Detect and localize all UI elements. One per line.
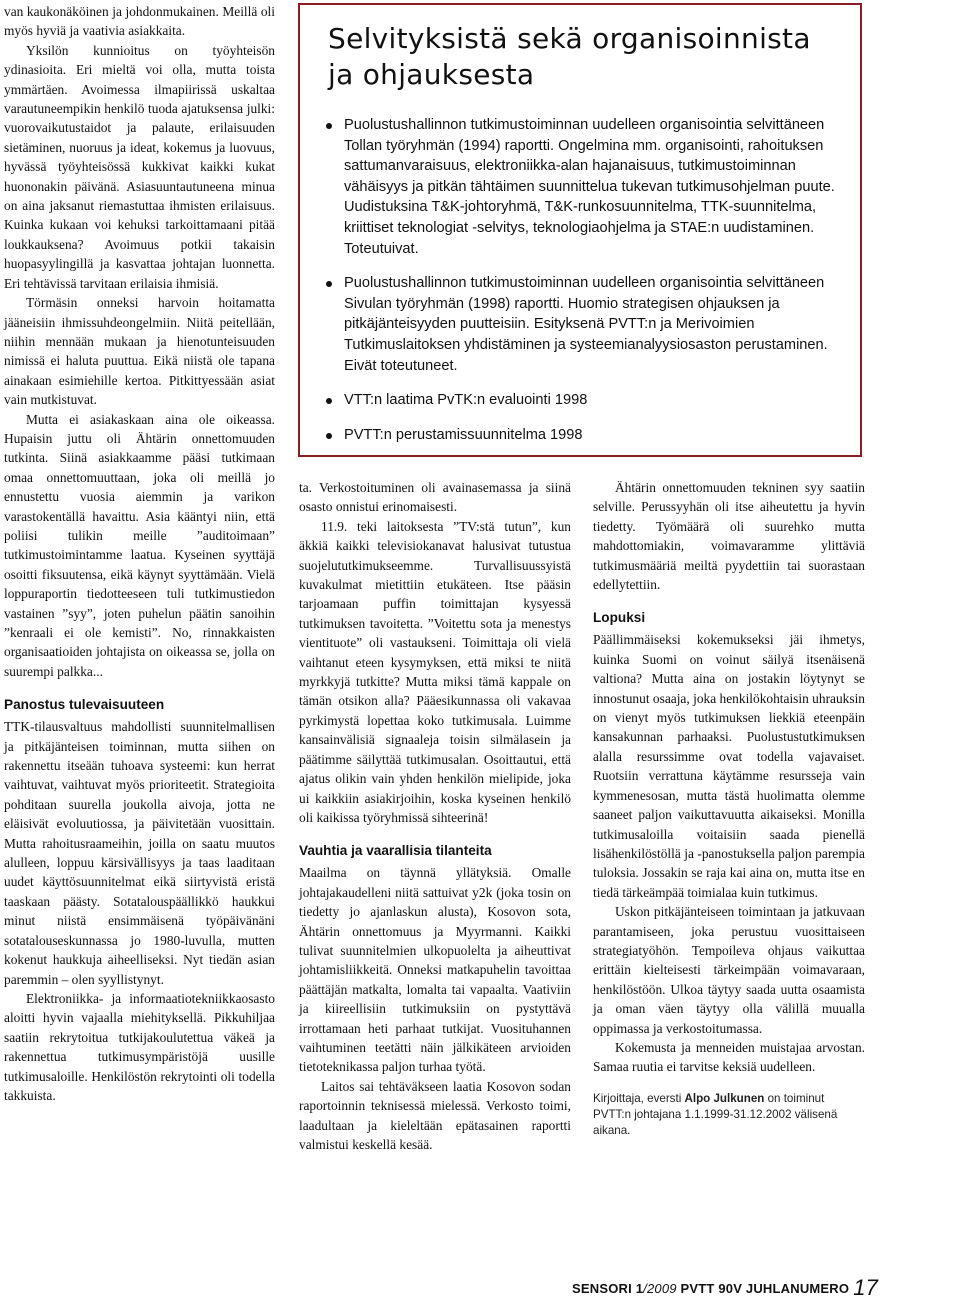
paragraph: Törmäsin onneksi harvoin hoitamatta jääneisiin ihmissuhdeongelmiin. Niitä peitellään, niihin mennään mukaan ja hienotunteisuuden nimissä ei haluta puuttua. Eikä niistä ole tapana ainakaan esimiehille kertoa. Pitkittyessään asiat vain mutkistuvat.: [4, 295, 275, 408]
magazine-name: SENSORI 1: [572, 1281, 644, 1296]
info-box-list: [326, 115, 838, 445]
paragraph: Päällimmäiseksi kokemukseksi jäi ihmetys, kuinka Suomi on voinut säilyä itsenäisenä valtiona? Mutta aina on jostakin löytynyt se innostunut osaaja, joka henkilökohtaisin uhrauksin on vienyt myös tutkimuksen liekkiä eteenpäin kansakunnan parhaaksi. Puolustustutkimuksen alalla resurssimme ovat todella vajavaiset. Ruotsiin verrattuna käytämme resursseja vain kymmenesosan, mutta tästä huolimatta olemme saaneet paljon vaikuttavuutta aikaiseksi. Monilla tutkimusaloilla voitaisiin saada pienellä lisähenkilöstöllä ja -panostuksella paljon parempia tuloksia. Jossakin se raja kai aina on, mutta itse en tiedä tärkeämpää toimialaa kuin tutkimus.: [593, 632, 865, 900]
paragraph: Maailma on täynnä yllätyksiä. Omalle johtajakaudelleni niitä sattuivat y2k (joka tosin on tiedetty jo ajanlaskun alusta), Kosovon sota, Ähtärin onnettomuus ja Myyrmanni. Kaikki tulivat suunnitelmien ulkopuolelta ja aiheuttivat johtamisliikkeitä. Onneksi matkapuhelin tavoittaa päättäjän matkalta, lomalta tai vapaalta. Vaativiin ja kiireellisiin tutkimuksiin on pystyttävä irrottamaan heti parhaat tutkijat. Vuosituhannen vaihtuminen teetätti näin jälkikäteen arvioiden tietoteknikassa paljon turhaa työtä.: [299, 865, 571, 1075]
left-column: [4, 2, 275, 1105]
issue-title: PVTT 90V JUHLANUMERO: [676, 1281, 850, 1296]
paragraph: Laitos sai tehtäväkseen laatia Kosovon sodan raportoinnin teknisessä mielessä. Verkosto toimi, laadultaan ja kieleltään epätasainen raportti valmistui keskellä kesää.: [299, 1078, 571, 1152]
paragraph: Yksilön kunnioitus on työyhteisön ydinasioita. Eri mieltä voi olla, mutta toista ymmärtäen. Avoimessa ilmapiirissä uskaltaa varautuneempikin henkilö tuoda ajatuksensa julki: vuorovaikutustaidot ja palaute, erilaisuuden sietäminen, nuoruus ja ideat, kokemus ja luovuus, hyvässä työyhteisössä kukkivat kaikki kukat huononakin päivänä. Asiasuuntautuneena minua on aina jaksanut riemastuttaa ihmisten erilaisuus. Kuinka kukaan voi kehuksi tarkoittamaani pitää loukkauksena? Avoimuus potkii takaisin huopasyylingillä ja kasvattaa johtajan luonnetta. Eri tehtävissä tarvitaan erilaisia ihmisiä.: [4, 42, 275, 291]
bullet-icon: [326, 281, 332, 287]
byline-suffix: on toiminut PVTT:n johtajana 1.1.1999-31.12.2002 välisenä aikana.: [593, 1091, 838, 1137]
page-number: 17: [853, 1275, 879, 1300]
info-box: [298, 3, 862, 457]
paragraph: Kokemusta ja menneiden muistajaa arvostan. Samaa ruutia ei tarvitse keksiä uudelleen.: [593, 1039, 865, 1075]
author-byline: [593, 1091, 865, 1139]
list-item: [326, 390, 838, 411]
right-column: [593, 478, 865, 1139]
list-item: [326, 273, 838, 376]
paragraph: Elektroniikka- ja informaatiotekniikkaosasto aloitti hyvin vajaalla miehityksellä. Pikkuhiljaa saatiin rekrytoitua tutkijakoulutettua väkeä ja rakennettua tutkimusympäristöjä uusille tutkimusaloille. Henkilöstön rekrytointi oli todella takkuista.: [4, 990, 275, 1103]
info-box-title: Selvityksistä sekä organisoinnista ja ohjauksesta: [328, 22, 811, 91]
paragraph: 11.9. teki laitoksesta ”TV:stä tutun”, kun äkkiä kaikki televisiokanavat halusivat tutustua suojelututkimukseemme. Turvallisuussyistä kuvakulmat mietittiin etukäteen. Itse pääsin tarjoamaan puffin toimittajan kysyessä tutkimuksen tavoitetta. ”Voitettu sota ja menestys vientituote” oli vastaukseni. Toimittaja oli vielä vaihtanut eteen kysymyksen, että miksi te niitä myrkkyjä tutkitte? Mutta miksi tämä kappale on tämän otsikon alla? Pääesikunnassa oli vakavaa pyrkimystä lopettaa koko tutkimusala. Luimme kansainvälisiä signaaleja toisin silmälasein ja päätimme säilyttää tutkimusalan. Osoittautui, että ajatus olikin vain yhden henkilön mielipide, joka ui kaikkiin asiakirjoihin, koska kyseinen henkilö oli kaikissa työryhmissä sihteerinä!: [299, 518, 571, 825]
paragraph: Uskon pitkäjänteiseen toimintaan ja jatkuvaan parantamiseen, joka perustuu vuosittaiseen strategiatyöhön. Tempoileva ohjaus vaikuttaa erittäin kielteisesti tärkeimpään voimavaraan, henkilöstöön. Ulkoa täytyy saada uutta osaamista ja oman väen täytyy olla välillä muualla oppimassa ja verkostoitumassa.: [593, 904, 865, 1036]
page-footer: [572, 1273, 879, 1300]
byline-author: Alpo Julkunen: [684, 1091, 765, 1105]
middle-column: [299, 478, 571, 1154]
bullet-icon: [326, 398, 332, 404]
section-heading: Vauhtia ja vaarallisia tilanteita: [299, 843, 492, 859]
paragraph: van kaukonäköinen ja johdonmukainen. Meillä oli myös hyviä ja vaativia asiakkaita.: [4, 4, 275, 39]
paragraph: ta. Verkostoituminen oli avainasemassa ja siinä osasto onnistui erinomaisesti.: [299, 480, 571, 515]
section-heading: Lopuksi: [593, 610, 646, 626]
paragraph: Mutta ei asiakaskaan aina ole oikeassa. Hupaisin juttu oli Ähtärin onnettomuuden tutkinta. Siinä asiakkaamme pääsi tutkimaan omaa onnettomuuttaan, joka oli meillä jo ennustettu vuosia aiemmin ja varikon varastokentällä havaittu. Asia kääntyi niin, että poliisi tulikin meille ”auditoimaan” tutkimustoimintamme laatua. Kyseinen syyttäjä osoitti fiksuutensa, eikä käynyt syyttämään. Vielä loppuraportin tiedotteeseen tuli tutkimustiedon vastainen ”syy”, joten puhelun päätin sanoihin ”kenraali ei ole kemisti”. No, rinnakkaisten organisaatioiden johtajista on oikeassa se, jolla on suurempi palkka...: [4, 411, 275, 679]
paragraph: TTK-tilausvaltuus mahdollisti suunnitelmallisen ja pitkäjänteisen toiminnan, mutta siihen on rakennettu itseään tuhoava systeemi: kun herrat vaihtuvat, vaihtuvat myös prioriteetit. Strategioita pohditaan suurella joukolla aivoja, jotta ne eläisivät evoluutiossa, ja päivitetään vuosittain. Mutta rahoitusraameihin, joilla on saatu muutos alulleen, loppuu kärsivällisyys ja taas laaditaan uudet käyttösuunnitelmat eikä siirtyvistä eristä taaskaan päästy. Sotatalouspäällikkö haukkui minut niistä ensimmäisenä työpäivänäni sotatalouseskunnassa jo 1980-luvulla, mutten kokenut haukkuja aiheelliseksi. Nyt tiedän asian paremmin – olen syyllistynyt.: [4, 719, 275, 987]
bullet-icon: [326, 123, 332, 129]
bullet-icon: [326, 433, 332, 439]
list-item-text: Puolustushallinnon tutkimustoiminnan uudelleen organisointia selvittäneen Tollan työryhmän (1994) raportti. Ongelmina mm. organisointi, rahoituksen sattumanvaraisuus, elektroniikka-alan hajanaisuus, tutkimustoiminnan vähäisyys ja pitkän tähtäimen suunnittelua tukevan tutkimusohjelman puute. Uudistuksina T&K-johtoryhmä, T&K-runkosuunnitelma, TTK-suunnitelma, kriittiset teknologiat -selvitys, teknologiaohjelma ja STAE:n uudistaminen. Toteutuivat.: [344, 117, 835, 257]
list-item-text: Puolustushallinnon tutkimustoiminnan uudelleen organisointia selvittäneen Sivulan työryhmän (1998) raportti. Huomio strategisen ohjauksen ja pitkäjänteisyyden puutteisiin. Esityksenä PVTT:n ja Merivoimien Tutkimuslaitoksen yhdistäminen ja systeemianalyysiosaston perustaminen. Eivät toteutuneet.: [344, 275, 828, 374]
issue-year: /2009: [643, 1281, 677, 1296]
paragraph: Ähtärin onnettomuuden tekninen syy saatiin selville. Perussyyhän oli itse aiheutettu ja hyvin tiedetty. Työmäärä oli suurehko mutta mahdottomiakin, voimavaramme ylittäviä tutkimusmääriä meiltä pyydettiin tai suorastaan edellytettiin.: [593, 480, 865, 593]
section-heading: Panostus tulevaisuuteen: [4, 697, 165, 713]
list-item-text: PVTT:n perustamissuunnitelma 1998: [344, 426, 583, 443]
list-item-text: VTT:n laatima PvTK:n evaluointi 1998: [344, 392, 588, 409]
list-item: [326, 115, 838, 259]
list-item: [326, 425, 838, 446]
byline-prefix: Kirjoittaja, eversti: [593, 1091, 685, 1105]
